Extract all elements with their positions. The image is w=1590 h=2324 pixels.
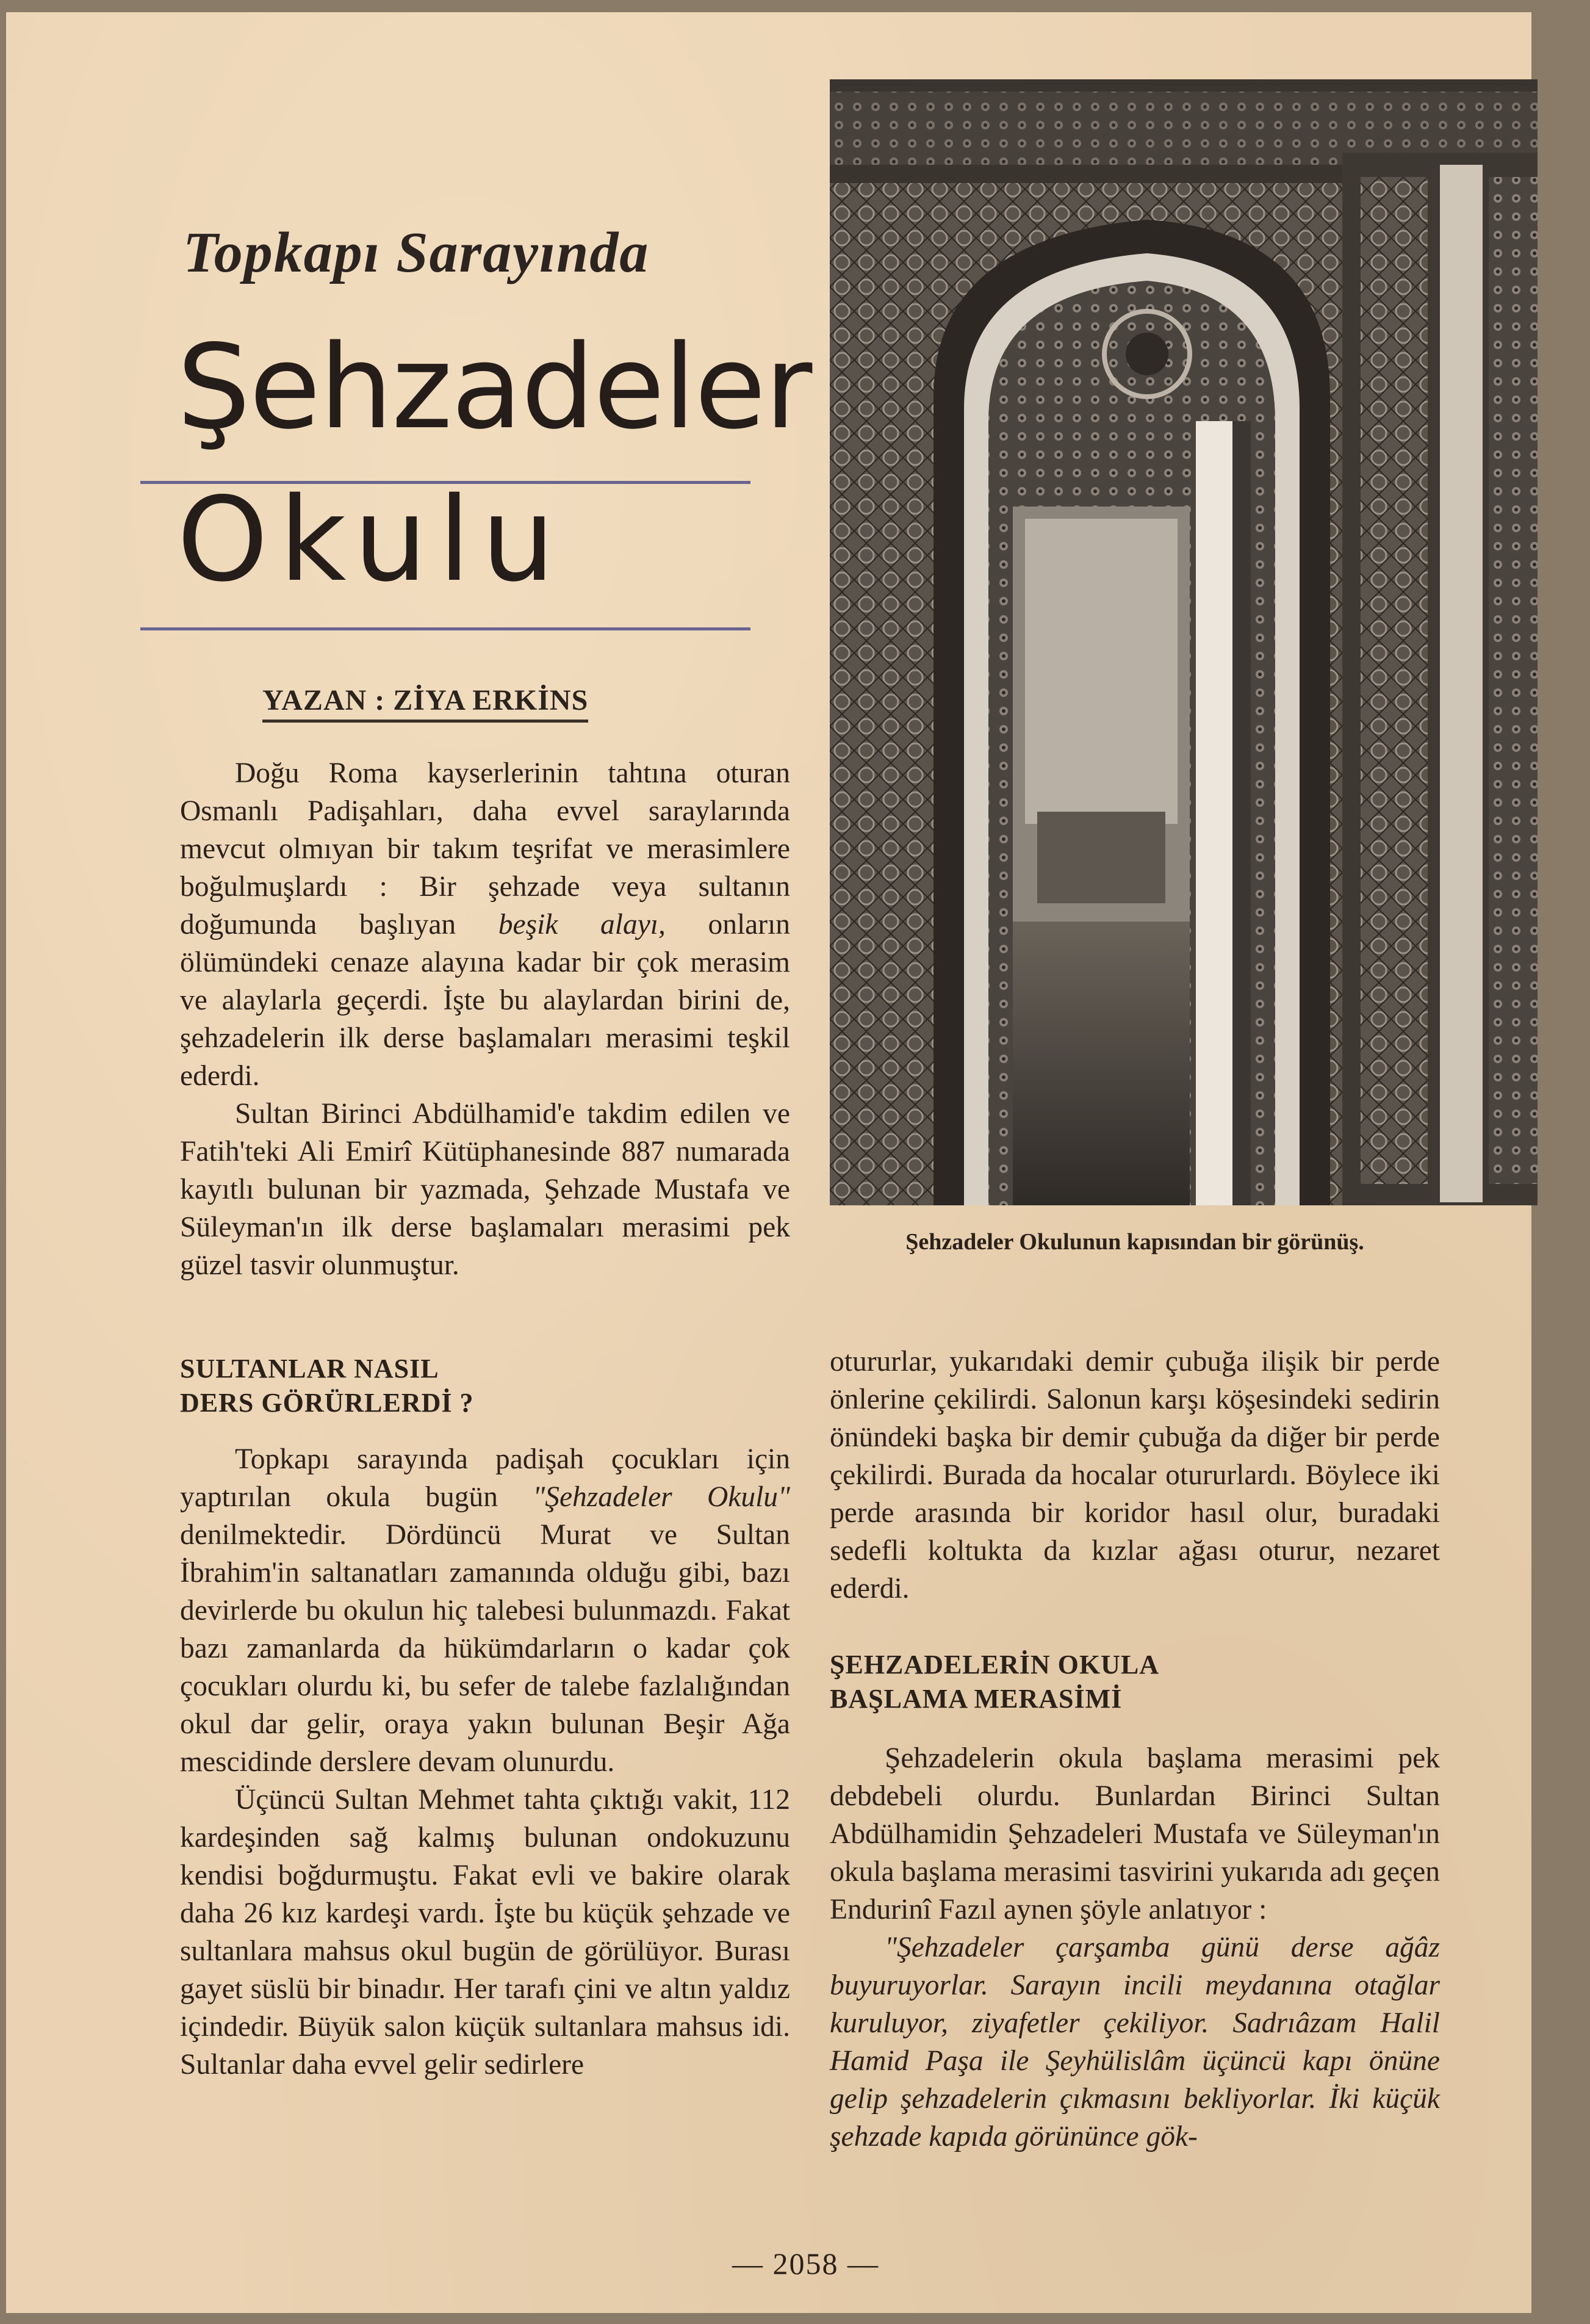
quote-paragraph: "Şehzadeler çarşamba günü derse ağâz buyuruyorlar. Sarayın incili meydanına otağlar kuruluyor, ziyafetler çekiliyor. Sadrıâzam Halil Hamid Paşa ile Şeyhülislâm üçüncü kapı önüne gelip şehzadelerin çıkmasını bekliyorlar. İki küçük şehzade kapıda görününce gök- (830, 1932, 1440, 2153)
subheading-sultans (180, 1352, 790, 1420)
headline-rule-bottom (140, 627, 750, 630)
subheading-ceremony (830, 1648, 1440, 1716)
subheading-line: SULTANLAR NASIL (180, 1354, 439, 1384)
paragraph-text: Doğu Roma kayserlerinin tahtına oturan Osmanlı Padişahları, daha evvel saraylarında mevcut olmıyan bir takım teşrifat ve merasimlere boğulmuşlardı : Bir şehzade veya sultanın doğumunda başlıyan (180, 757, 790, 940)
emphasis-text: "Şehzadeler Okulu" (533, 1481, 790, 1513)
subheading-line: ŞEHZADELERİN OKULA (830, 1650, 1160, 1680)
headline-line1: Şehzadeler (177, 320, 811, 455)
subheading-line: DERS GÖRÜRLERDİ ? (180, 1388, 474, 1418)
paragraph (180, 754, 790, 1095)
column1-bottom (180, 1440, 790, 2084)
paragraph-text: Topkapı sarayında padişah çocukları için yaptırılan okula bugün (180, 1443, 790, 1513)
byline: YAZAN : ZİYA ERKİNS (262, 684, 588, 723)
paragraph: otururlar, yukarıdaki demir çubuğa ilişik bir perde önlerine çekilirdi. Salonun karşı köşesindeki sedirin önündeki başka bir demir çubuğa da diğer bir perde çekilirdi. Burada da hocalar otururlardı. Böylece iki perde arasında bir koridor hasıl olur, buradaki sedefli koltukta da kızlar ağası oturur, nezaret ederdi. (830, 1346, 1440, 1604)
column2-top (830, 1343, 1440, 1608)
paragraph: Sultan Birinci Abdülhamid'e takdim edilen ve Fatih'teki Ali Emirî Kütüphanesinde 887 numarada kayıtlı bulunan bir yazmada, Şehzade Mustafa ve Süleyman'ın ilk derse başlamaları merasimi pek güzel tasvir olunmuştur. (180, 1098, 790, 1281)
paragraph-text: denilmektedir. Dördüncü Murat ve Sultan İbrahim'in saltanatları zamanında olduğu gibi, bazı devirlerde bu okulun hiç talebesi bulunmazdı. Fakat bazı zamanlarda da hükümdarların o kadar çok çocukları olurdu ki, bu sefer de talebe fazlalığından okul dar gelir, oraya yakın bulunan Beşir Ağa mescidinde derslere devam olunurdu. (180, 1519, 790, 1778)
photo-caption: Şehzadeler Okulunun kapısından bir görünüş. (905, 1229, 1364, 1255)
headline-line2: Okulu (177, 472, 566, 607)
subheading-line: BAŞLAMA MERASİMİ (830, 1684, 1123, 1714)
paragraph: Şehzadelerin okula başlama merasimi pek debdebeli olurdu. Bunlardan Birinci Sultan Abdülhamidin Şehzadeleri Mustafa ve Süleyman'ın okula başlama merasimi tasvirini yukarıda adı geçen Endurinî Fazıl aynen şöyle anlatıyor : (830, 1742, 1440, 1925)
paragraph (180, 1440, 790, 1781)
column1-top (180, 754, 790, 1284)
article-kicker: Topkapı Sarayında (183, 221, 650, 284)
page-number: — 2058 — (732, 2246, 879, 2281)
palace-doorway-photo (830, 79, 1538, 1205)
paragraph-text: onların ölümündeki cenaze alayına kadar bir çok merasim ve alaylarla geçerdi. İşte bu alaylardan birini de, şehzadelerin ilk derse başlamaları merasimi teşkil ederdi. (180, 909, 791, 1092)
column2-bottom (830, 1739, 1440, 2156)
emphasis-text: beşik alayı, (498, 909, 666, 940)
paragraph: Üçüncü Sultan Mehmet tahta çıktığı vakit, 112 kardeşinden sağ kalmış bulunan ondokuzunu kendisi boğdurmuştu. Fakat evli ve bakire olarak daha 26 kız kardeşi vardı. İşte bu küçük şehzade ve sultanlara mahsus okul bugün de görülüyor. Burası gayet süslü bir binadır. Her tarafı çini ve altın yaldız içindedir. Büyük salon küçük sultanlara mahsus idi. Sultanlar daha evvel gelir sedirlere (180, 1784, 790, 2080)
newspaper-clipping (6, 12, 1531, 2313)
